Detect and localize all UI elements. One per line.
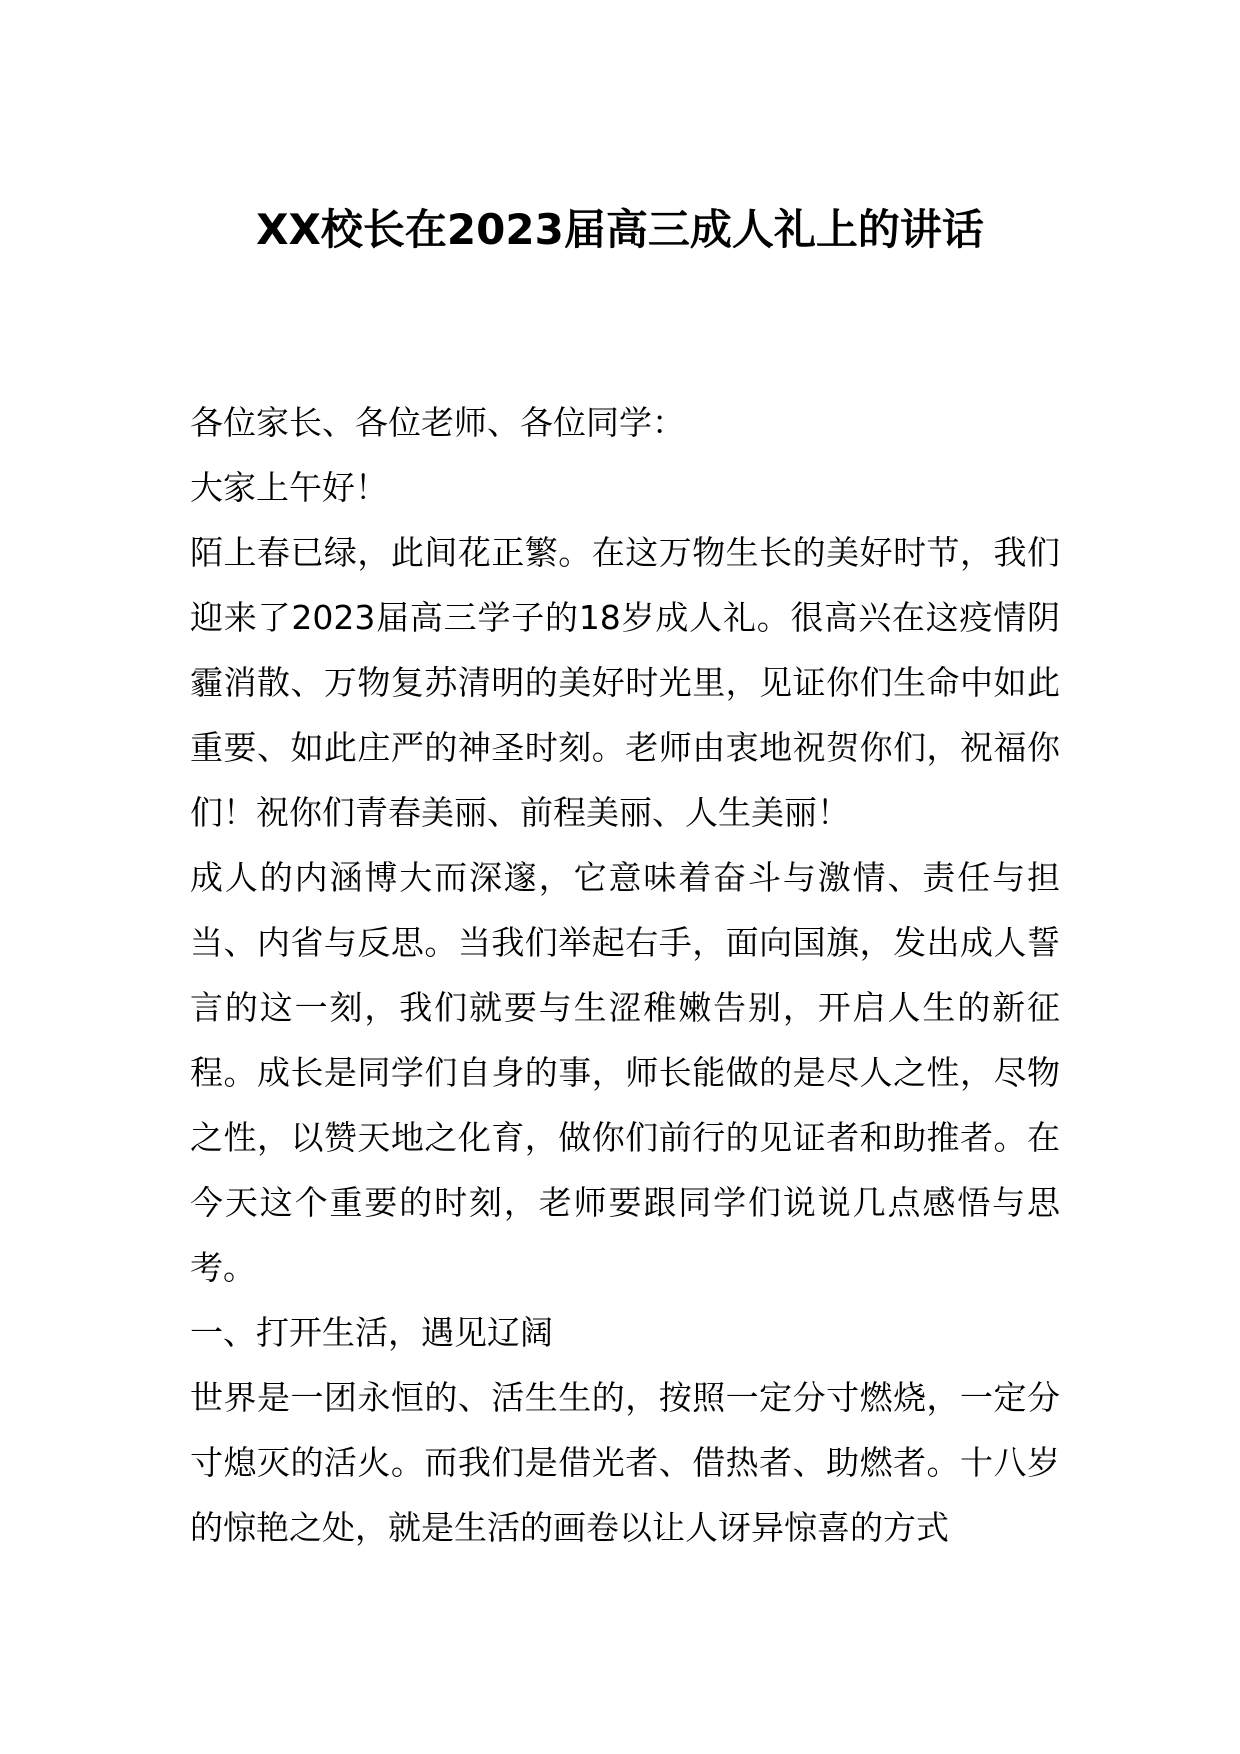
body-paragraph: 世界是一团永恒的、活生生的，按照一定分寸燃烧，一定分寸熄灭的活火。而我们是借光者、借热者、助燃者。十八岁的惊艳之处，就是生活的画卷以让人讶异惊喜的方式 (190, 1378, 1060, 1547)
body-paragraph: 陌上春已绿，此间花正繁。在这万物生长的美好时节，我们迎来了2023届高三学子的18岁成人礼。很高兴在这疫情阴霾消散、万物复苏清明的美好时光里，见证你们生命中如此重要、如此庄严的神圣时刻。老师由衷地祝贺你们，祝福你们！祝你们青春美丽、前程美丽、人生美丽！ (190, 533, 1060, 832)
document-body (190, 390, 1060, 1560)
document-title: XX校长在2023届高三成人礼上的讲话 (256, 205, 984, 254)
salutation: 各位家长、各位老师、各位同学： (190, 403, 685, 442)
body-paragraph: 成人的内涵博大而深邃，它意味着奋斗与激情、责任与担当、内省与反思。当我们举起右手，面向国旗，发出成人誓言的这一刻，我们就要与生涩稚嫩告别，开启人生的新征程。成长是同学们自身的事，师长能做的是尽人之性，尽物之性，以赞天地之化育，做你们前行的见证者和助推者。在今天这个重要的时刻，老师要跟同学们说说几点感悟与思考。 (190, 858, 1060, 1287)
greeting: 大家上午好！ (190, 468, 388, 507)
section-heading: 一、打开生活，遇见辽阔 (190, 1313, 553, 1352)
